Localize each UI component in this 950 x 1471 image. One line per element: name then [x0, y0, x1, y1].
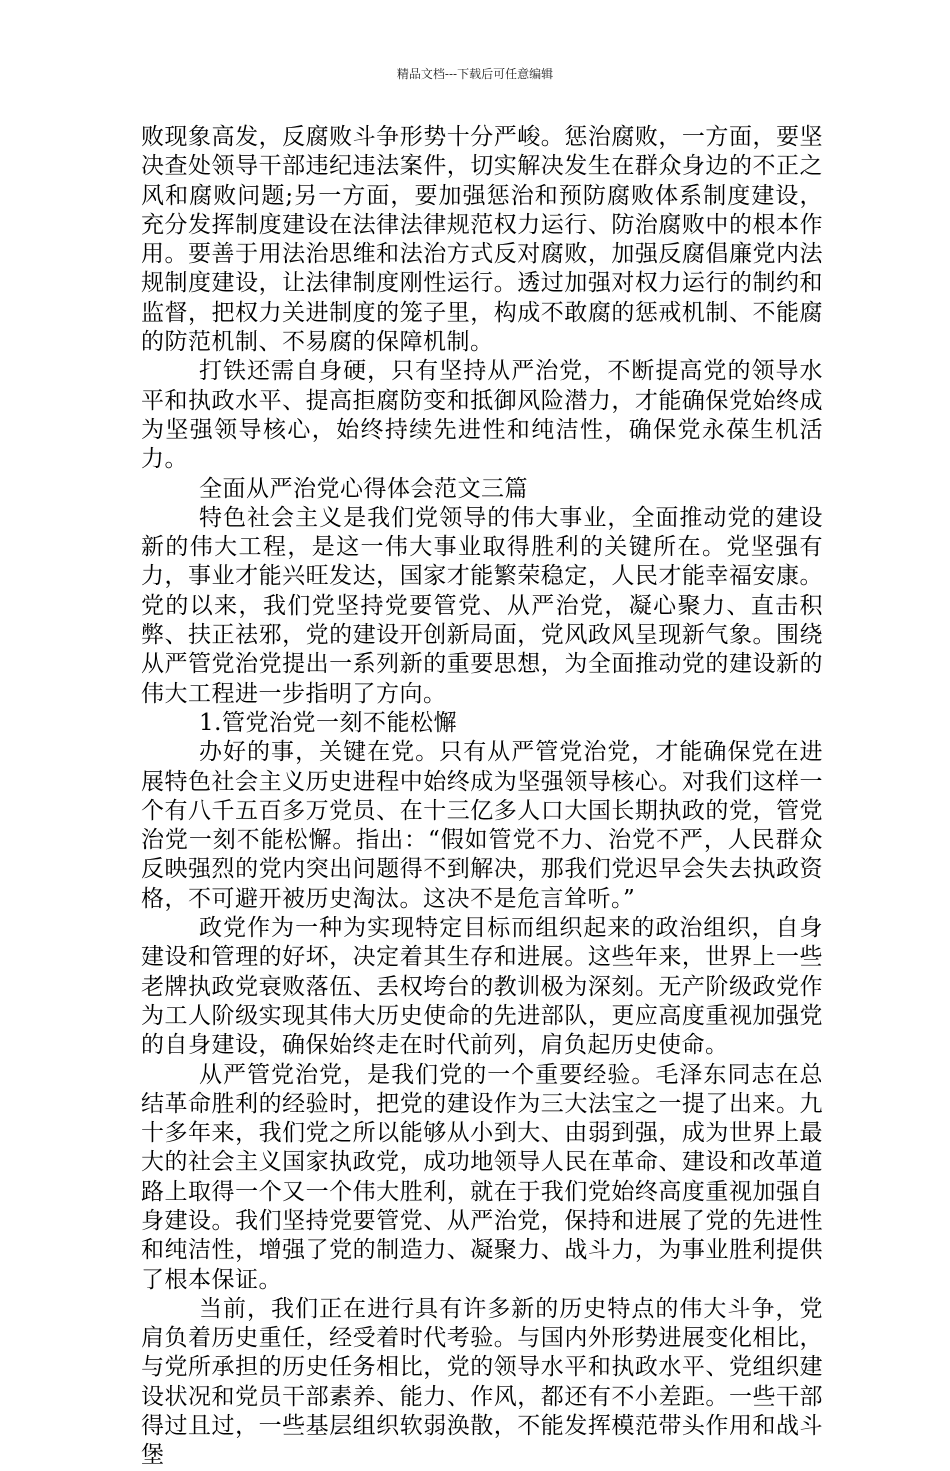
paragraph-5: 政党作为一种为实现特定目标而组织起来的政治组织，自身建设和管理的好坏，决定着其生存和进展。这些年来，世界上一些老牌执政党衰败落伍、丢权垮台的教训极为深刻。无产阶级政党作为工人阶级实现其伟大历史使命的先进部队，更应高度重视加强党的自身建设，确保始终走在时代前列，肩负起历史使命。 [141, 915, 823, 1059]
paragraph-7: 当前，我们正在进行具有许多新的历史特点的伟大斗争，党肩负着历史重任，经受着时代考验。与国内外形势进展变化相比，与党所承担的历史任务相比，党的领导水平和执政水平、党组织建设状况和党员干部素养、能力、作风，都还有不小差距。一些干部得过且过，一些基层组织软弱涣散，不能发挥模范带头作用和战斗堡 [141, 1295, 823, 1469]
section-title: 全面从严治党心得体会范文三篇 [199, 475, 528, 502]
subsection-heading: 1.管党治党一刻不能松懈 [199, 709, 457, 736]
document-body [141, 123, 823, 1471]
page-header: 精品文档---下载后可任意编辑 [396, 67, 554, 81]
paragraph-6: 从严管党治党，是我们党的一个重要经验。毛泽东同志在总结革命胜利的经验时，把党的建设作为三大法宝之一提了出来。九十多年来，我们党之所以能够从小到大、由弱到强，成为世界上最大的社会主义国家执政党，成功地领导人民在革命、建设和改革道路上取得一个又一个伟大胜利，就在于我们党始终高度重视加强自身建设。我们坚持党要管党、从严治党，保持和进展了党的先进性和纯洁性，增强了党的制造力、凝聚力、战斗力，为事业胜利提供了根本保证。 [141, 1061, 823, 1293]
paragraph-4: 办好的事，关键在党。只有从严管党治党，才能确保党在进展特色社会主义历史进程中始终成为坚强领导核心。对我们这样一个有八千五百多万党员、在十三亿多人口大国长期执政的党，管党治党一刻不能松懈。指出：“假如管党不力、治党不严，人民群众反映强烈的党内突出问题得不到解决，那我们党迟早会失去执政资格，不可避开被历史淘汰。这决不是危言耸听。” [141, 739, 823, 912]
paragraph-2: 打铁还需自身硬，只有坚持从严治党，不断提高党的领导水平和执政水平、提高拒腐防变和抵御风险潜力，才能确保党始终成为坚强领导核心，始终持续先进性和纯洁性，确保党永葆生机活力。 [141, 358, 823, 473]
paragraph-1: 败现象高发，反腐败斗争形势十分严峻。惩治腐败，一方面，要坚决查处领导干部违纪违法案件，切实解决发生在群众身边的不正之风和腐败问题;另一方面，要加强惩治和预防腐败体系制度建设，充分发挥制度建设在法律法律规范权力运行、防治腐败中的根本作用。要善于用法治思维和法治方式反对腐败，加强反腐倡廉党内法规制度建设，让法律制度刚性运行。透过加强对权力运行的制约和监督，把权力关进制度的笼子里，构成不敢腐的惩戒机制、不能腐的防范机制、不易腐的保障机制。 [141, 124, 823, 356]
paragraph-3: 特色社会主义是我们党领导的伟大事业，全面推动党的建设新的伟大工程，是这一伟大事业取得胜利的关键所在。党坚强有力，事业才能兴旺发达，国家才能繁荣稳定，人民才能幸福安康。党的以来，我们党坚持党要管党、从严治党，凝心聚力、直击积弊、扶正祛邪，党的建设开创新局面，党风政风呈现新气象。围绕从严管党治党提出一系列新的重要思想，为全面推动党的建设新的伟大工程进一步指明了方向。 [141, 504, 823, 707]
